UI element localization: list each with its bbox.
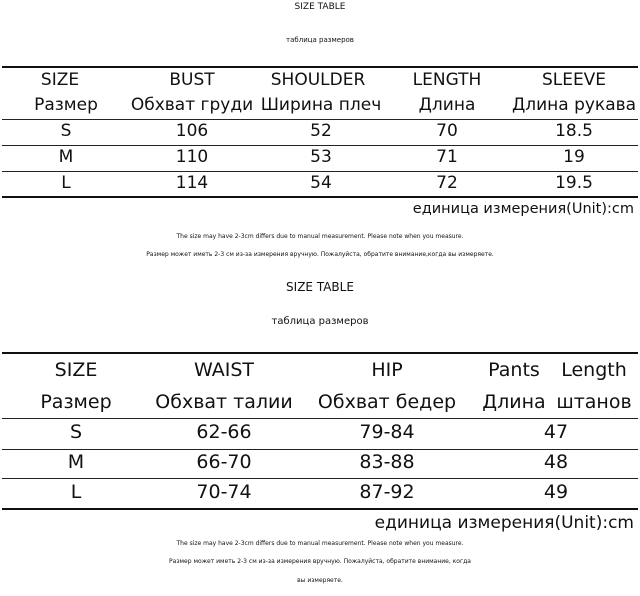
header-size-ru: Размер bbox=[34, 95, 98, 115]
table-rule bbox=[2, 508, 638, 510]
table-rule bbox=[2, 119, 638, 120]
table-cell: 70 bbox=[436, 121, 458, 141]
table-rule bbox=[2, 478, 638, 479]
header-shoulder: SHOULDER bbox=[270, 70, 366, 90]
top-note-en: The size may have 2-3cm differs due to manual measurement. Please note when you measure. bbox=[176, 233, 464, 240]
table-cell: 70-74 bbox=[196, 481, 252, 503]
header-waist-ru: Обхват талии bbox=[155, 391, 293, 413]
table-cell: 49 bbox=[543, 481, 569, 503]
header-waist: WAIST bbox=[193, 359, 255, 381]
table-cell: 54 bbox=[310, 173, 332, 193]
table-cell: 72 bbox=[436, 173, 458, 193]
header-length: Length bbox=[561, 359, 627, 381]
header-pants: Pants bbox=[488, 359, 540, 381]
table-cell: 79-84 bbox=[359, 421, 415, 443]
table-rule bbox=[2, 66, 638, 68]
header-shoulder-ru: Ширина плеч bbox=[260, 95, 382, 115]
header-size-ru: Размер bbox=[40, 391, 112, 413]
table-cell: 62-66 bbox=[196, 421, 252, 443]
table-cell: 110 bbox=[175, 147, 209, 167]
header-hip-ru: Обхват бедер bbox=[317, 391, 457, 413]
table-cell: 114 bbox=[175, 173, 209, 193]
table-rule bbox=[2, 418, 638, 419]
table-cell: 19 bbox=[563, 147, 585, 167]
table-cell: 52 bbox=[310, 121, 332, 141]
header-bust-ru: Обхват груди bbox=[130, 95, 254, 115]
table-cell: 87-92 bbox=[359, 481, 415, 503]
table-cell: L bbox=[61, 173, 71, 193]
header-length-ru: штанов bbox=[556, 391, 632, 413]
header-bust: BUST bbox=[169, 70, 215, 90]
table-cell: M bbox=[58, 147, 74, 167]
header-sleeve-ru: Длина рукава bbox=[511, 95, 637, 115]
header-length-ru: Длина bbox=[418, 95, 476, 115]
table-cell: 18.5 bbox=[555, 121, 593, 141]
top-note-ru: Размер может иметь 2-3 см из-за измерения вручную. Пожалуйста, обратите внимание,когда вы измеряете. bbox=[146, 251, 494, 258]
header-size: SIZE bbox=[54, 359, 98, 381]
header-sleeve: SLEEVE bbox=[541, 70, 607, 90]
header-length: LENGTH bbox=[412, 70, 482, 90]
table-cell: S bbox=[60, 121, 72, 141]
header-pants-ru: Длина bbox=[482, 391, 546, 413]
table-rule bbox=[2, 171, 638, 172]
bottom-table-title: SIZE TABLE bbox=[286, 280, 354, 294]
table-rule bbox=[2, 145, 638, 146]
table-rule bbox=[2, 196, 638, 198]
table-cell: M bbox=[67, 451, 85, 473]
header-size: SIZE bbox=[40, 70, 80, 90]
top-table-subtitle: таблица размеров bbox=[286, 36, 354, 44]
table-cell: 71 bbox=[436, 147, 458, 167]
bottom-note-ru-line1: Размер может иметь 2-3 см из-за измерения вручную. Пожалуйста, обратите внимание, когда bbox=[169, 558, 471, 565]
header-hip: HIP bbox=[371, 359, 403, 381]
bottom-note-ru-line2: вы измеряете. bbox=[297, 577, 343, 584]
table-cell: 106 bbox=[175, 121, 209, 141]
table-rule bbox=[2, 449, 638, 450]
table-cell: 19.5 bbox=[555, 173, 593, 193]
bottom-note-en: The size may have 2-3cm differs due to manual measurement. Please note when you measure. bbox=[176, 540, 464, 547]
top-unit-label: единица измерения(Unit):cm bbox=[412, 201, 634, 217]
table-cell: 66-70 bbox=[196, 451, 252, 473]
table-cell: 47 bbox=[543, 421, 569, 443]
bottom-unit-label: единица измерения(Unit):cm bbox=[374, 513, 634, 533]
top-table-title: SIZE TABLE bbox=[294, 2, 346, 12]
bottom-table-subtitle: таблица размеров bbox=[271, 316, 369, 327]
table-cell: S bbox=[69, 421, 83, 443]
table-cell: 48 bbox=[543, 451, 569, 473]
table-cell: L bbox=[70, 481, 82, 503]
table-cell: 53 bbox=[310, 147, 332, 167]
table-rule bbox=[2, 352, 638, 354]
table-cell: 83-88 bbox=[359, 451, 415, 473]
